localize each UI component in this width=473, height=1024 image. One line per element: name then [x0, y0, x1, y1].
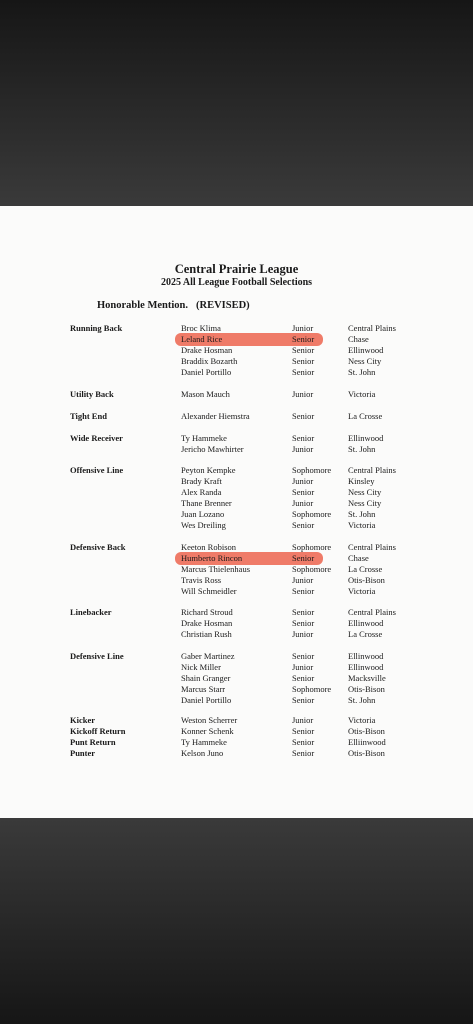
- player-row: [0, 575, 473, 586]
- player-school: Victoria: [348, 519, 376, 530]
- player-row: [0, 433, 473, 444]
- player-row: [0, 334, 473, 345]
- player-school: Victoria: [348, 715, 376, 725]
- player-name: Keeton Robison: [181, 542, 237, 552]
- player-name: Brady Kraft: [181, 475, 222, 486]
- player-name: Marcus Thielenhaus: [181, 563, 251, 574]
- player-school: Otis-Bison: [348, 726, 385, 736]
- position-label: Kickoff Return: [70, 726, 126, 736]
- player-school: Chase: [348, 552, 369, 563]
- bottom-dark-bar: [0, 818, 473, 1024]
- player-name: Shain Granger: [181, 672, 231, 683]
- player-school: Ness City: [348, 355, 382, 366]
- position-label: Punt Return: [70, 737, 116, 747]
- player-school: Otis-Bison: [348, 683, 385, 694]
- player-school: Ness City: [348, 486, 382, 497]
- player-row: [0, 389, 473, 400]
- position-label: Punter: [70, 748, 96, 758]
- doc-title: Central Prairie League: [174, 262, 299, 276]
- player-year: Junior: [292, 574, 314, 585]
- player-school: St. John: [348, 508, 376, 519]
- player-name: Braddix Bozarth: [181, 355, 238, 366]
- player-name: Peyton Kempke: [181, 465, 236, 475]
- player-name: Leland Rice: [181, 333, 223, 344]
- player-row: [0, 715, 473, 726]
- player-row: [0, 629, 473, 640]
- player-year: Senior: [292, 617, 315, 628]
- player-row: [0, 520, 473, 531]
- player-row: [0, 695, 473, 706]
- player-row: [0, 411, 473, 422]
- player-school: Macksville: [348, 672, 386, 683]
- position-label: Running Back: [70, 323, 123, 333]
- document-page: [0, 206, 473, 818]
- player-row: [0, 465, 473, 476]
- position-label: Offensive Line: [70, 465, 124, 475]
- player-school: Ellinwood: [348, 617, 384, 628]
- player-year: Sophomore: [292, 683, 332, 694]
- player-year: Junior: [292, 443, 314, 454]
- player-school: Otis-Bison: [348, 748, 385, 758]
- player-name: Daniel Portillo: [181, 366, 232, 377]
- player-school: Ellinwood: [348, 661, 384, 672]
- player-school: Kinsley: [348, 475, 375, 486]
- player-name: Daniel Portillo: [181, 694, 232, 705]
- player-year: Senior: [292, 585, 315, 596]
- player-year: Senior: [292, 672, 315, 683]
- player-row: [0, 684, 473, 695]
- player-school: Victoria: [348, 389, 376, 399]
- player-year: Junior: [292, 715, 314, 725]
- player-school: Ellinwood: [348, 344, 384, 355]
- player-year: Senior: [292, 433, 315, 443]
- position-label: Tight End: [70, 411, 107, 421]
- player-name: Humberto Rincon: [181, 552, 243, 563]
- player-year: Senior: [292, 694, 315, 705]
- player-name: Gaber Martinez: [181, 651, 235, 661]
- player-year: Senior: [292, 519, 315, 530]
- player-year: Senior: [292, 607, 315, 617]
- player-name: Juan Lozano: [181, 508, 225, 519]
- player-year: Junior: [292, 628, 314, 639]
- player-name: Ty Hammeke: [181, 737, 227, 747]
- doc-subtitle: 2025 All League Football Selections: [160, 277, 313, 288]
- player-row: [0, 607, 473, 618]
- player-school: Elliinwood: [348, 737, 386, 747]
- player-year: Senior: [292, 366, 315, 377]
- player-school: La Crosse: [348, 411, 383, 421]
- player-name: Drake Hosman: [181, 344, 233, 355]
- player-name: Will Schmeidler: [181, 585, 237, 596]
- player-name: Travis Ross: [181, 574, 222, 585]
- player-row: [0, 586, 473, 597]
- player-name: Ty Hammeke: [181, 433, 227, 443]
- player-row: [0, 345, 473, 356]
- player-name: Mason Mauch: [181, 389, 230, 399]
- player-year: Senior: [292, 411, 315, 421]
- player-school: Ellinwood: [348, 433, 384, 443]
- player-name: Christian Rush: [181, 628, 232, 639]
- player-row: [0, 651, 473, 662]
- player-name: Richard Stroud: [181, 607, 233, 617]
- player-row: [0, 662, 473, 673]
- player-school: Central Plains: [348, 323, 396, 333]
- player-name: Wes Dreiling: [181, 519, 226, 530]
- player-row: [0, 498, 473, 509]
- player-row: [0, 748, 473, 759]
- player-school: Otis-Bison: [348, 574, 385, 585]
- player-school: St. John: [348, 366, 376, 377]
- player-school: Central Plains: [348, 465, 396, 475]
- player-year: Senior: [292, 748, 315, 758]
- player-row: [0, 618, 473, 629]
- player-school: Ellinwood: [348, 651, 384, 661]
- player-year: Junior: [292, 661, 314, 672]
- player-year: Senior: [292, 344, 315, 355]
- player-name: Kelson Juno: [181, 748, 224, 758]
- player-school: Chase: [348, 333, 369, 344]
- position-label: Defensive Line: [70, 651, 124, 661]
- player-name: Marcus Starr: [181, 683, 226, 694]
- player-name: Thane Brenner: [181, 497, 232, 508]
- player-name: Alex Randa: [181, 486, 222, 497]
- player-year: Junior: [292, 323, 314, 333]
- player-row: [0, 356, 473, 367]
- top-dark-bar: [0, 0, 473, 206]
- player-school: Central Plains: [348, 542, 396, 552]
- player-year: Senior: [292, 726, 315, 736]
- player-row: [0, 564, 473, 575]
- player-year: Senior: [292, 333, 315, 344]
- player-row: [0, 737, 473, 748]
- honorable-label: Honorable Mention.: [97, 300, 188, 311]
- position-label: Linebacker: [70, 607, 112, 617]
- player-row: [0, 553, 473, 564]
- player-name: Alexander Hiemstra: [181, 411, 250, 421]
- player-year: Junior: [292, 389, 314, 399]
- player-year: Senior: [292, 355, 315, 366]
- player-school: Central Plains: [348, 607, 396, 617]
- player-school: St. John: [348, 443, 376, 454]
- player-name: Weston Scherrer: [181, 715, 238, 725]
- player-year: Junior: [292, 475, 314, 486]
- honorable-heading: [97, 300, 250, 311]
- player-name: Drake Hosman: [181, 617, 233, 628]
- player-school: La Crosse: [348, 563, 383, 574]
- player-year: Sophomore: [292, 465, 332, 475]
- player-school: Ness City: [348, 497, 382, 508]
- player-year: Senior: [292, 737, 315, 747]
- player-year: Sophomore: [292, 563, 332, 574]
- revised-label: (REVISED): [196, 300, 250, 311]
- player-row: [0, 444, 473, 455]
- player-row: [0, 367, 473, 378]
- position-label: Defensive Back: [70, 542, 126, 552]
- player-school: St. John: [348, 694, 376, 705]
- player-year: Sophomore: [292, 542, 332, 552]
- player-school: La Crosse: [348, 628, 383, 639]
- player-year: Senior: [292, 651, 315, 661]
- player-name: Broc Klima: [181, 323, 221, 333]
- player-school: Victoria: [348, 585, 376, 596]
- player-year: Senior: [292, 486, 315, 497]
- player-year: Senior: [292, 552, 315, 563]
- position-label: Utility Back: [70, 389, 114, 399]
- position-label: Kicker: [70, 715, 96, 725]
- player-row: [0, 673, 473, 684]
- player-name: Jericho Mawhirter: [181, 443, 244, 454]
- player-row: [0, 509, 473, 520]
- position-label: Wide Receiver: [70, 433, 123, 443]
- player-name: Nick Miller: [181, 661, 221, 672]
- player-row: [0, 487, 473, 498]
- player-year: Junior: [292, 497, 314, 508]
- player-row: [0, 726, 473, 737]
- player-name: Konner Schenk: [181, 726, 234, 736]
- player-row: [0, 476, 473, 487]
- player-year: Sophomore: [292, 508, 332, 519]
